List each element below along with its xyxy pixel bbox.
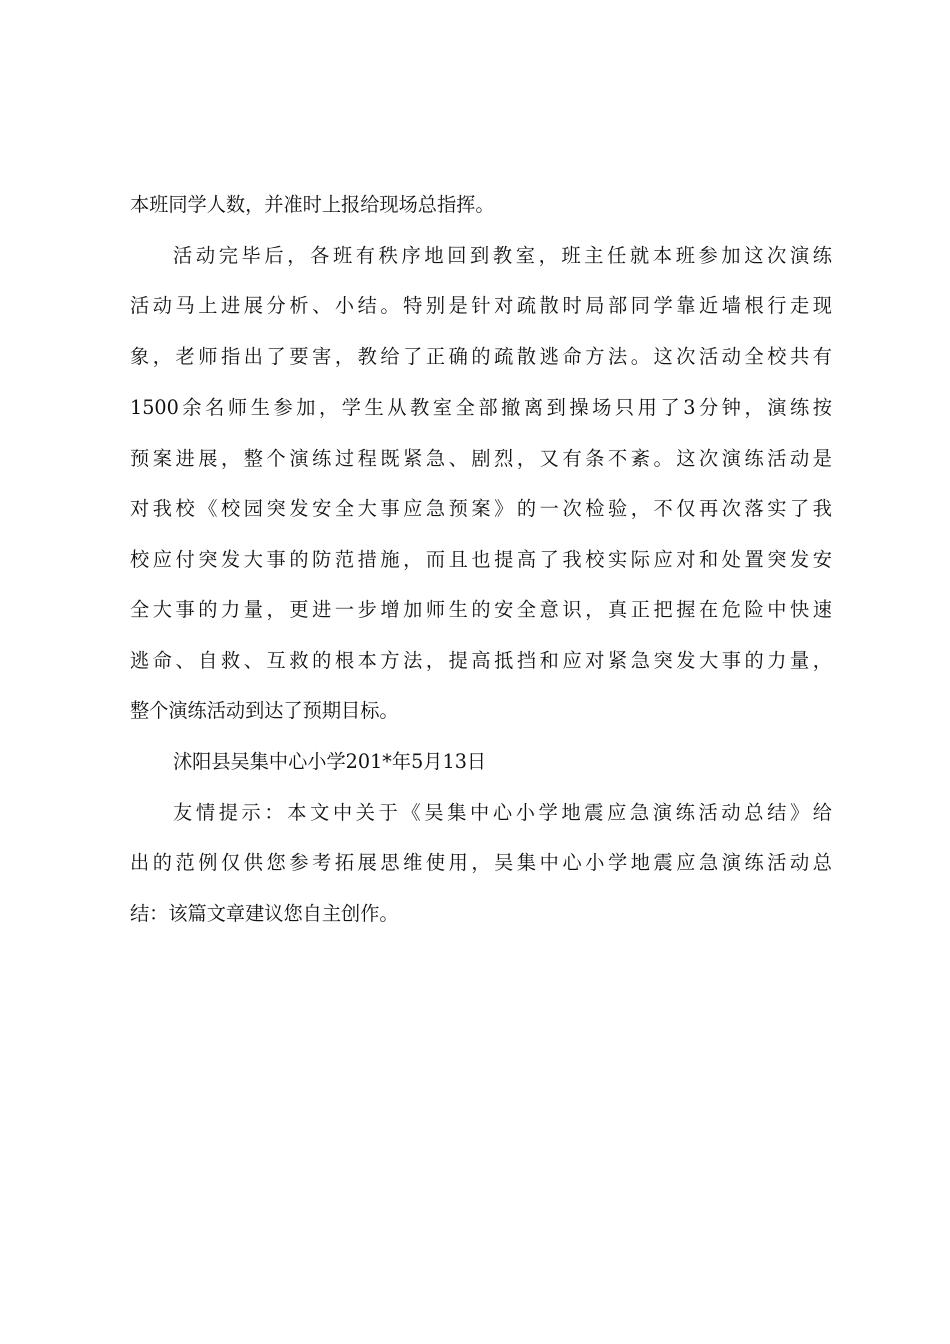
paragraph-line	[0, 641, 950, 681]
paragraph-line	[0, 489, 950, 529]
text-line: 本班同学人数，并准时上报给现场总指挥。	[130, 193, 495, 216]
paragraph-line	[0, 691, 950, 731]
text-line: 象，老师指出了要害，教给了正确的疏散逃命方法。这次活动全校共有	[130, 345, 832, 368]
text-line: 全大事的力量，更进一步增加师生的安全意识，真正把握在危险中快速	[130, 598, 832, 621]
text-line: 对我校《校园突发安全大事应急预案》的一次检验，不仅再次落实了我	[130, 497, 832, 520]
paragraph-line	[0, 843, 950, 883]
text-line: 预案进展，整个演练过程既紧急、剧烈，又有条不紊。这次演练活动是	[130, 447, 832, 470]
paragraph-line	[0, 590, 950, 630]
text-line: 1500余名师生参加，学生从教室全部撤离到操场只用了3分钟，演练按	[130, 396, 832, 419]
paragraph-line	[0, 236, 950, 276]
text-line: 逃命、自救、互救的根本方法，提高抵挡和应对紧急突发大事的力量，	[130, 649, 832, 672]
text-line: 活动完毕后，各班有秩序地回到教室，班主任就本班参加这次演练	[173, 244, 832, 267]
text-line: 校应付突发大事的防范措施，而且也提高了我校实际应对和处置突发安	[130, 548, 832, 571]
school-date-text: 沭阳县吴集中心小学201*年5月13日	[173, 750, 487, 773]
paragraph-line	[0, 793, 950, 833]
text-line: 结：该篇文章建议您自主创作。	[130, 902, 399, 925]
paragraph-line	[0, 540, 950, 580]
paragraph-line	[0, 388, 950, 428]
text-line: 活动马上进展分析、小结。特别是针对疏散时局部同学靠近墙根行走现	[130, 294, 832, 317]
text-line: 友情提示：本文中关于《吴集中心小学地震应急演练活动总结》给	[173, 801, 832, 824]
text-line: 整个演练活动到达了预期目标。	[130, 699, 399, 722]
paragraph-line	[0, 439, 950, 479]
paragraph-line	[0, 337, 950, 377]
paragraph-line	[0, 286, 950, 326]
text-line: 出的范例仅供您参考拓展思维使用，吴集中心小学地震应急演练活动总	[130, 851, 832, 874]
signature-line	[0, 742, 950, 782]
paragraph-line	[0, 894, 950, 934]
paragraph-line	[0, 185, 950, 225]
